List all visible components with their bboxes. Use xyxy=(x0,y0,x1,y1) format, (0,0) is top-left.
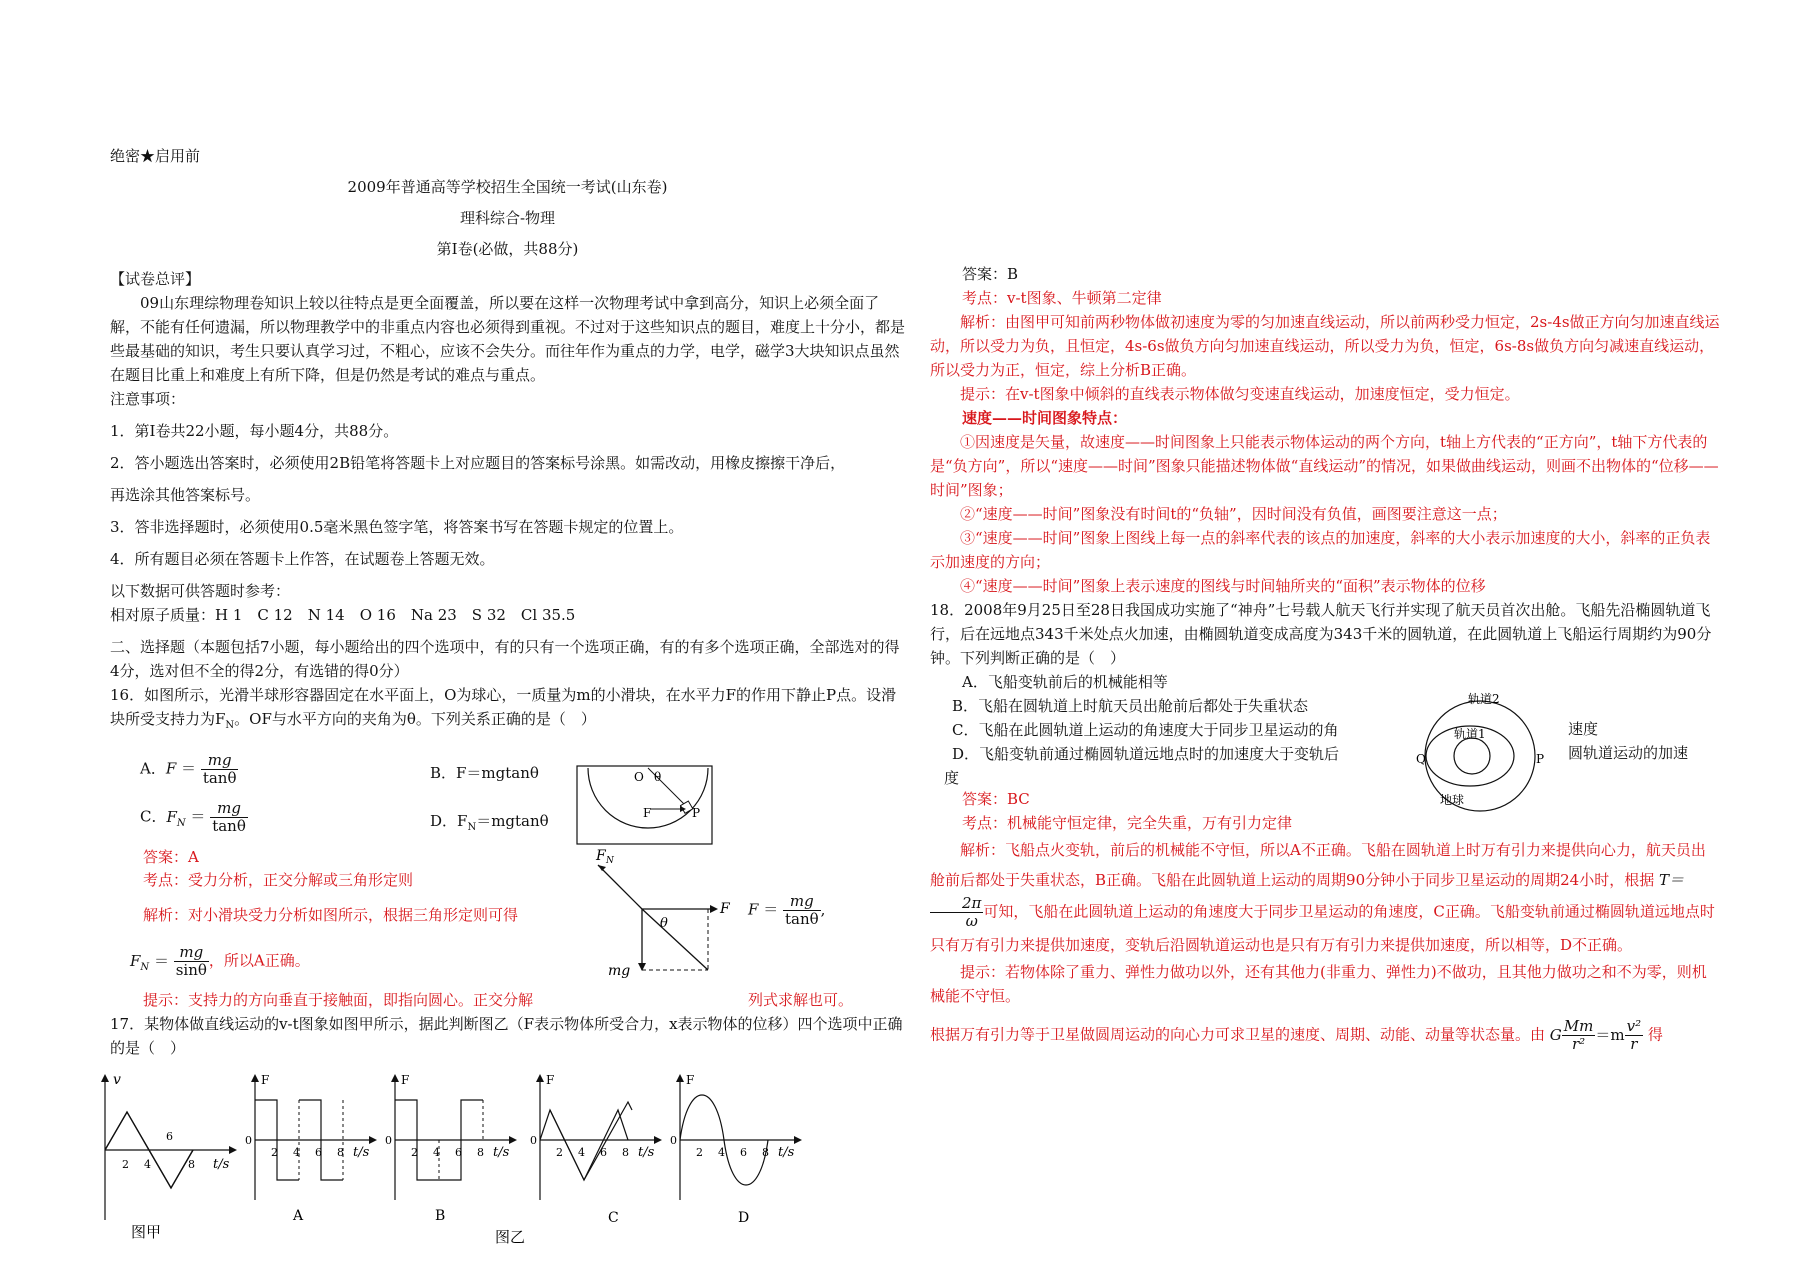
option-c-label: C xyxy=(608,1210,619,1226)
svg-text:0: 0 xyxy=(385,1134,392,1147)
q16-bowl-figure xyxy=(576,765,713,845)
graph-yi-label: 图乙 xyxy=(495,1228,526,1246)
exam-title: 2009年普通高等学校招生全国统一考试(山东卷) xyxy=(347,178,668,196)
svg-text:t/s: t/s xyxy=(353,1145,370,1160)
fn-label: F xyxy=(596,848,606,864)
svg-text:F: F xyxy=(546,1073,555,1087)
graph-option-d xyxy=(670,1073,802,1226)
q16-kaodian: 考点：受力分析，正交分解或三角形定则 xyxy=(143,871,414,889)
earth-label: 地球 xyxy=(1440,793,1465,807)
reference-body: 相对原子质量：H 1 C 12 N 14 O 16 Na 23 S 32 Cl 35.5 xyxy=(110,606,576,624)
svg-text:2: 2 xyxy=(411,1146,418,1159)
svg-text:2: 2 xyxy=(271,1146,278,1159)
svg-text:6: 6 xyxy=(166,1130,173,1143)
q18-option-b: B．飞船在圆轨道上时航天员出舱前后都处于失重状态 xyxy=(952,697,1309,715)
q16-option-c: C．$F_N$ ＝ $\frac{mg}{\tan\theta}$ xyxy=(140,799,246,835)
note-item: 再选涂其他答案标号。 xyxy=(110,486,261,504)
note-item: 1．第Ⅰ卷共22小题，每小题4分，共88分。 xyxy=(110,422,399,440)
q18-last: 根据万有引力等于卫星做圆周运动的向心力可求卫星的速度、周期、动能、动量等状态量。由 G $\frac{Mm}{\text{r²}}$ ＝m $\frac{\text{v²}}{r}$ 得 xyxy=(930,1017,1663,1053)
subject-title: 理科综合-物理 xyxy=(459,209,556,227)
svg-text:4: 4 xyxy=(144,1158,151,1171)
q16-option-d: D．$F_N=mgtan\theta$ xyxy=(430,812,549,833)
svg-text:4: 4 xyxy=(578,1146,585,1159)
q18-option-d: D．飞船变轨前通过椭圆轨道远地点时的加速度大于变轨后 xyxy=(952,745,1340,763)
q18-jiexi: 解析：飞船点火变轨，前后的机械能不守恒，所以A不正确。飞船在圆轨道上时万有引力来提供向心力，航天员出舱前后都处于失重状态，B正确。飞船在此圆轨道上运动的周期90分钟小于同步卫星运动的周期24小时，根据 T＝ $\frac{2\pi}{\omega}$ 可知，飞船在此圆轨道上运动的角速度大于同步卫星运动的角速度，C正确。飞船变轨前通过椭圆轨道远地点时只有万有引力来提供加速度，变轨后沿圆轨道运动也是只有万有引力来提供加速度，所以相等，D不正确。 xyxy=(930,841,1715,954)
graph-option-a xyxy=(245,1073,377,1224)
vt-feature-item: ④“速度——时间”图象上表示速度的图线与时间轴所夹的“面积”表示物体的位移 xyxy=(960,577,1486,595)
point-p-label: P xyxy=(692,806,701,820)
theta-angle-label: θ xyxy=(660,916,668,931)
q16-force-diagram xyxy=(590,845,740,980)
part-title: 第Ⅰ卷(必做，共88分) xyxy=(436,240,579,258)
svg-text:6: 6 xyxy=(740,1146,747,1159)
q16-tishi-end: 列式求解也可。 xyxy=(748,991,854,1009)
option-b-label: B xyxy=(435,1208,446,1224)
q16-option-b: B．F＝mgtanθ xyxy=(430,764,539,782)
svg-text:0: 0 xyxy=(530,1134,537,1147)
svg-text:t/s: t/s xyxy=(638,1145,655,1160)
q18-tishi: 提示：若物体除了重力、弹性力做功以外，还有其他力(非重力、弹性力)不做功，且其他力做功之和不为零，则机械能不守恒。 xyxy=(930,963,1707,1005)
q16-answer: 答案：A xyxy=(143,848,199,866)
orbit1-label: 轨道1 xyxy=(1454,727,1486,741)
svg-text:v: v xyxy=(113,1072,121,1088)
svg-text:6: 6 xyxy=(600,1146,607,1159)
q18-option-a: A．飞船变轨前后的机械能相等 xyxy=(962,673,1168,691)
point-p-label: P xyxy=(1536,752,1545,766)
vt-feature-item: ①因速度是矢量，故速度——时间图象上只能表示物体运动的两个方向，t轴上方代表的“正方向”，t轴下方代表的是“负方向”，所以“速度——时间”图象只能描述物体做“直线运动”的情况，如果做曲线运动，则画不出物体的“位移——时间”图象； xyxy=(930,433,1719,499)
q16-result-fn: $F_N$ ＝ $\frac{mg}{\sin\theta}$ ，所以A正确。 xyxy=(130,943,310,979)
svg-text:8: 8 xyxy=(622,1146,629,1159)
q16-option-a: A．F ＝ $\frac{mg}{\tan\theta}$ xyxy=(140,751,237,787)
point-q-label: Q xyxy=(1416,752,1426,766)
mg-label: mg xyxy=(608,963,631,979)
right-column xyxy=(930,262,1720,790)
q17-answer: 答案：B xyxy=(962,265,1019,283)
svg-text:2: 2 xyxy=(696,1146,703,1159)
q18-option-c-cont: 速度 xyxy=(1568,720,1599,738)
q16-jiexi: 解析：对小滑块受力分析如图所示，根据三角形定则可得 xyxy=(143,906,519,924)
f-vector-label: F xyxy=(720,901,730,917)
q17-stem: 17．某物体做直线运动的v-t图象如图甲所示，据此判断图乙（F表示物体所受合力，x表示物体的位移）四个选项中正确的是（ ） xyxy=(110,1015,903,1057)
graph-jia-label: 图甲 xyxy=(131,1223,162,1241)
svg-text:F: F xyxy=(261,1073,270,1087)
q16-result-f: F ＝ $\frac{mg}{\tan\theta}$ , xyxy=(748,892,826,928)
q17-kaodian: 考点：v-t图象、牛顿第二定律 xyxy=(962,289,1162,307)
graph-option-b xyxy=(385,1073,517,1224)
note-item: 2．答小题选出答案时，必须使用2B铅笔将答题卡上对应题目的答案标号涂黑。如需改动，用橡皮擦擦干净后， xyxy=(110,454,846,472)
svg-text:4: 4 xyxy=(718,1146,725,1159)
svg-text:2: 2 xyxy=(556,1146,563,1159)
svg-text:8: 8 xyxy=(337,1146,344,1159)
vt-feature-item: ②“速度——时间”图象没有时间t的“负轴”，因时间没有负值，画图要注意这一点； xyxy=(960,505,1507,523)
vt-graph-jia xyxy=(101,1072,237,1241)
q18-answer-block xyxy=(930,787,1720,1053)
svg-text:N: N xyxy=(606,856,614,866)
orbit2-label: 轨道2 xyxy=(1468,692,1500,706)
note-item: 3．答非选择题时，必须使用0.5毫米黑色签字笔，将答案书写在答题卡规定的位置上。 xyxy=(110,518,684,536)
note-item: 4．所有题目必须在答题卡上作答，在试题卷上答题无效。 xyxy=(110,550,495,568)
q16-tishi: 提示：支持力的方向垂直于接触面，即指向圆心。正交分解 xyxy=(143,991,534,1009)
svg-text:t/s: t/s xyxy=(778,1145,795,1160)
review-body: 09山东理综物理卷知识上较以往特点是更全面覆盖，所以要在这样一次物理考试中拿到高分，知识上必须全面了解，不能有任何遗漏，所以物理教学中的非重点内容也必须得到重视。不过对于这些知识点的题目，难度上十分小，都是些最基础的知识，考生只要认真学习过，不粗心，应该不会失分。而往年作为重点的力学，电学，磁学3大块知识点虽然在题目比重上和难度上有所下降，但是仍然是考试的难点与重点。 xyxy=(110,294,906,384)
q18-option-d-cont: 度 xyxy=(944,769,960,787)
q18-option-c: C．飞船在此圆轨道上运动的角速度大于同步卫星运动的角 xyxy=(952,721,1339,739)
q18-option-d-cont2: 圆轨道运动的加速 xyxy=(1568,744,1689,762)
q18-answer: 答案：BC xyxy=(962,790,1030,808)
theta-label: θ xyxy=(654,770,662,784)
svg-text:0: 0 xyxy=(245,1134,252,1147)
svg-text:8: 8 xyxy=(188,1158,195,1171)
vt-feature-item: ③“速度——时间”图象上图线上每一点的斜率代表的该点的加速度，斜率的大小表示加速度的大小，斜率的正负表示加速度的方向； xyxy=(930,529,1711,571)
svg-text:t/s: t/s xyxy=(493,1145,510,1160)
notes-heading: 注意事项： xyxy=(110,390,186,408)
center-o-label: O xyxy=(634,770,644,784)
svg-text:6: 6 xyxy=(455,1146,462,1159)
review-heading: 【试卷总评】 xyxy=(110,270,201,288)
svg-text:F: F xyxy=(686,1073,695,1087)
svg-text:t/s: t/s xyxy=(213,1157,230,1172)
svg-text:8: 8 xyxy=(477,1146,484,1159)
svg-text:6: 6 xyxy=(315,1146,322,1159)
q17-tishi: 提示：在v-t图象中倾斜的直线表示物体做匀变速直线运动，加速度恒定，受力恒定。 xyxy=(960,385,1520,403)
q18-kaodian: 考点：机械能守恒定律，完全失重，万有引力定律 xyxy=(962,814,1293,832)
svg-text:4: 4 xyxy=(433,1146,440,1159)
q16-stem: 16．如图所示，光滑半球形容器固定在水平面上，O为球心，一质量为m的小滑块，在水平力F的作用下静止P点。设滑块所受支持力为$F_N$。OF与水平方向的夹角为θ。下列关系正确的是（ ） xyxy=(110,686,897,731)
svg-text:8: 8 xyxy=(762,1146,769,1159)
reference-heading: 以下数据可供答题时参考： xyxy=(110,582,291,600)
q18-stem: 18．2008年9月25日至28日我国成功实施了“神舟”七号载人航天飞行并实现了航天员首次出舱。飞船先沿椭圆轨道飞行，后在远地点343千米处点火加速，由椭圆轨道变成高度为343千米的圆轨道，在此圆轨道上飞船运行周期约为90分钟。下列判断正确的是（ ） xyxy=(930,601,1712,667)
svg-text:2: 2 xyxy=(122,1158,129,1171)
left-column xyxy=(110,140,905,738)
vt-feature-heading: 速度——时间图象特点： xyxy=(962,409,1128,427)
q17-graphs xyxy=(95,1070,835,1250)
secret-label: 绝密★启用前 xyxy=(110,147,201,165)
section-two-instructions: 二、选择题（本题包括7小题，每小题给出的四个选项中，有的只有一个选项正确，有的有多个选项正确，全部选对的得4分，选对但不全的得2分，有选错的得0分） xyxy=(110,638,900,680)
svg-text:F: F xyxy=(401,1073,410,1087)
option-d-label: D xyxy=(738,1210,750,1226)
svg-text:4: 4 xyxy=(293,1146,300,1159)
option-a-label: A xyxy=(293,1208,304,1224)
graph-option-c xyxy=(530,1073,662,1226)
force-f-label: F xyxy=(643,806,652,820)
q17-jiexi: 解析：由图甲可知前两秒物体做初速度为零的匀加速直线运动，所以前两秒受力恒定，2s-4s做正方向匀加速直线运动，所以受力为负，且恒定，4s-6s做负方向匀加速直线运动，所以受力为负，恒定，6s-8s做负方向匀减速直线运动，所以受力为正，恒定，综上分析B正确。 xyxy=(930,313,1720,379)
svg-text:0: 0 xyxy=(670,1134,677,1147)
